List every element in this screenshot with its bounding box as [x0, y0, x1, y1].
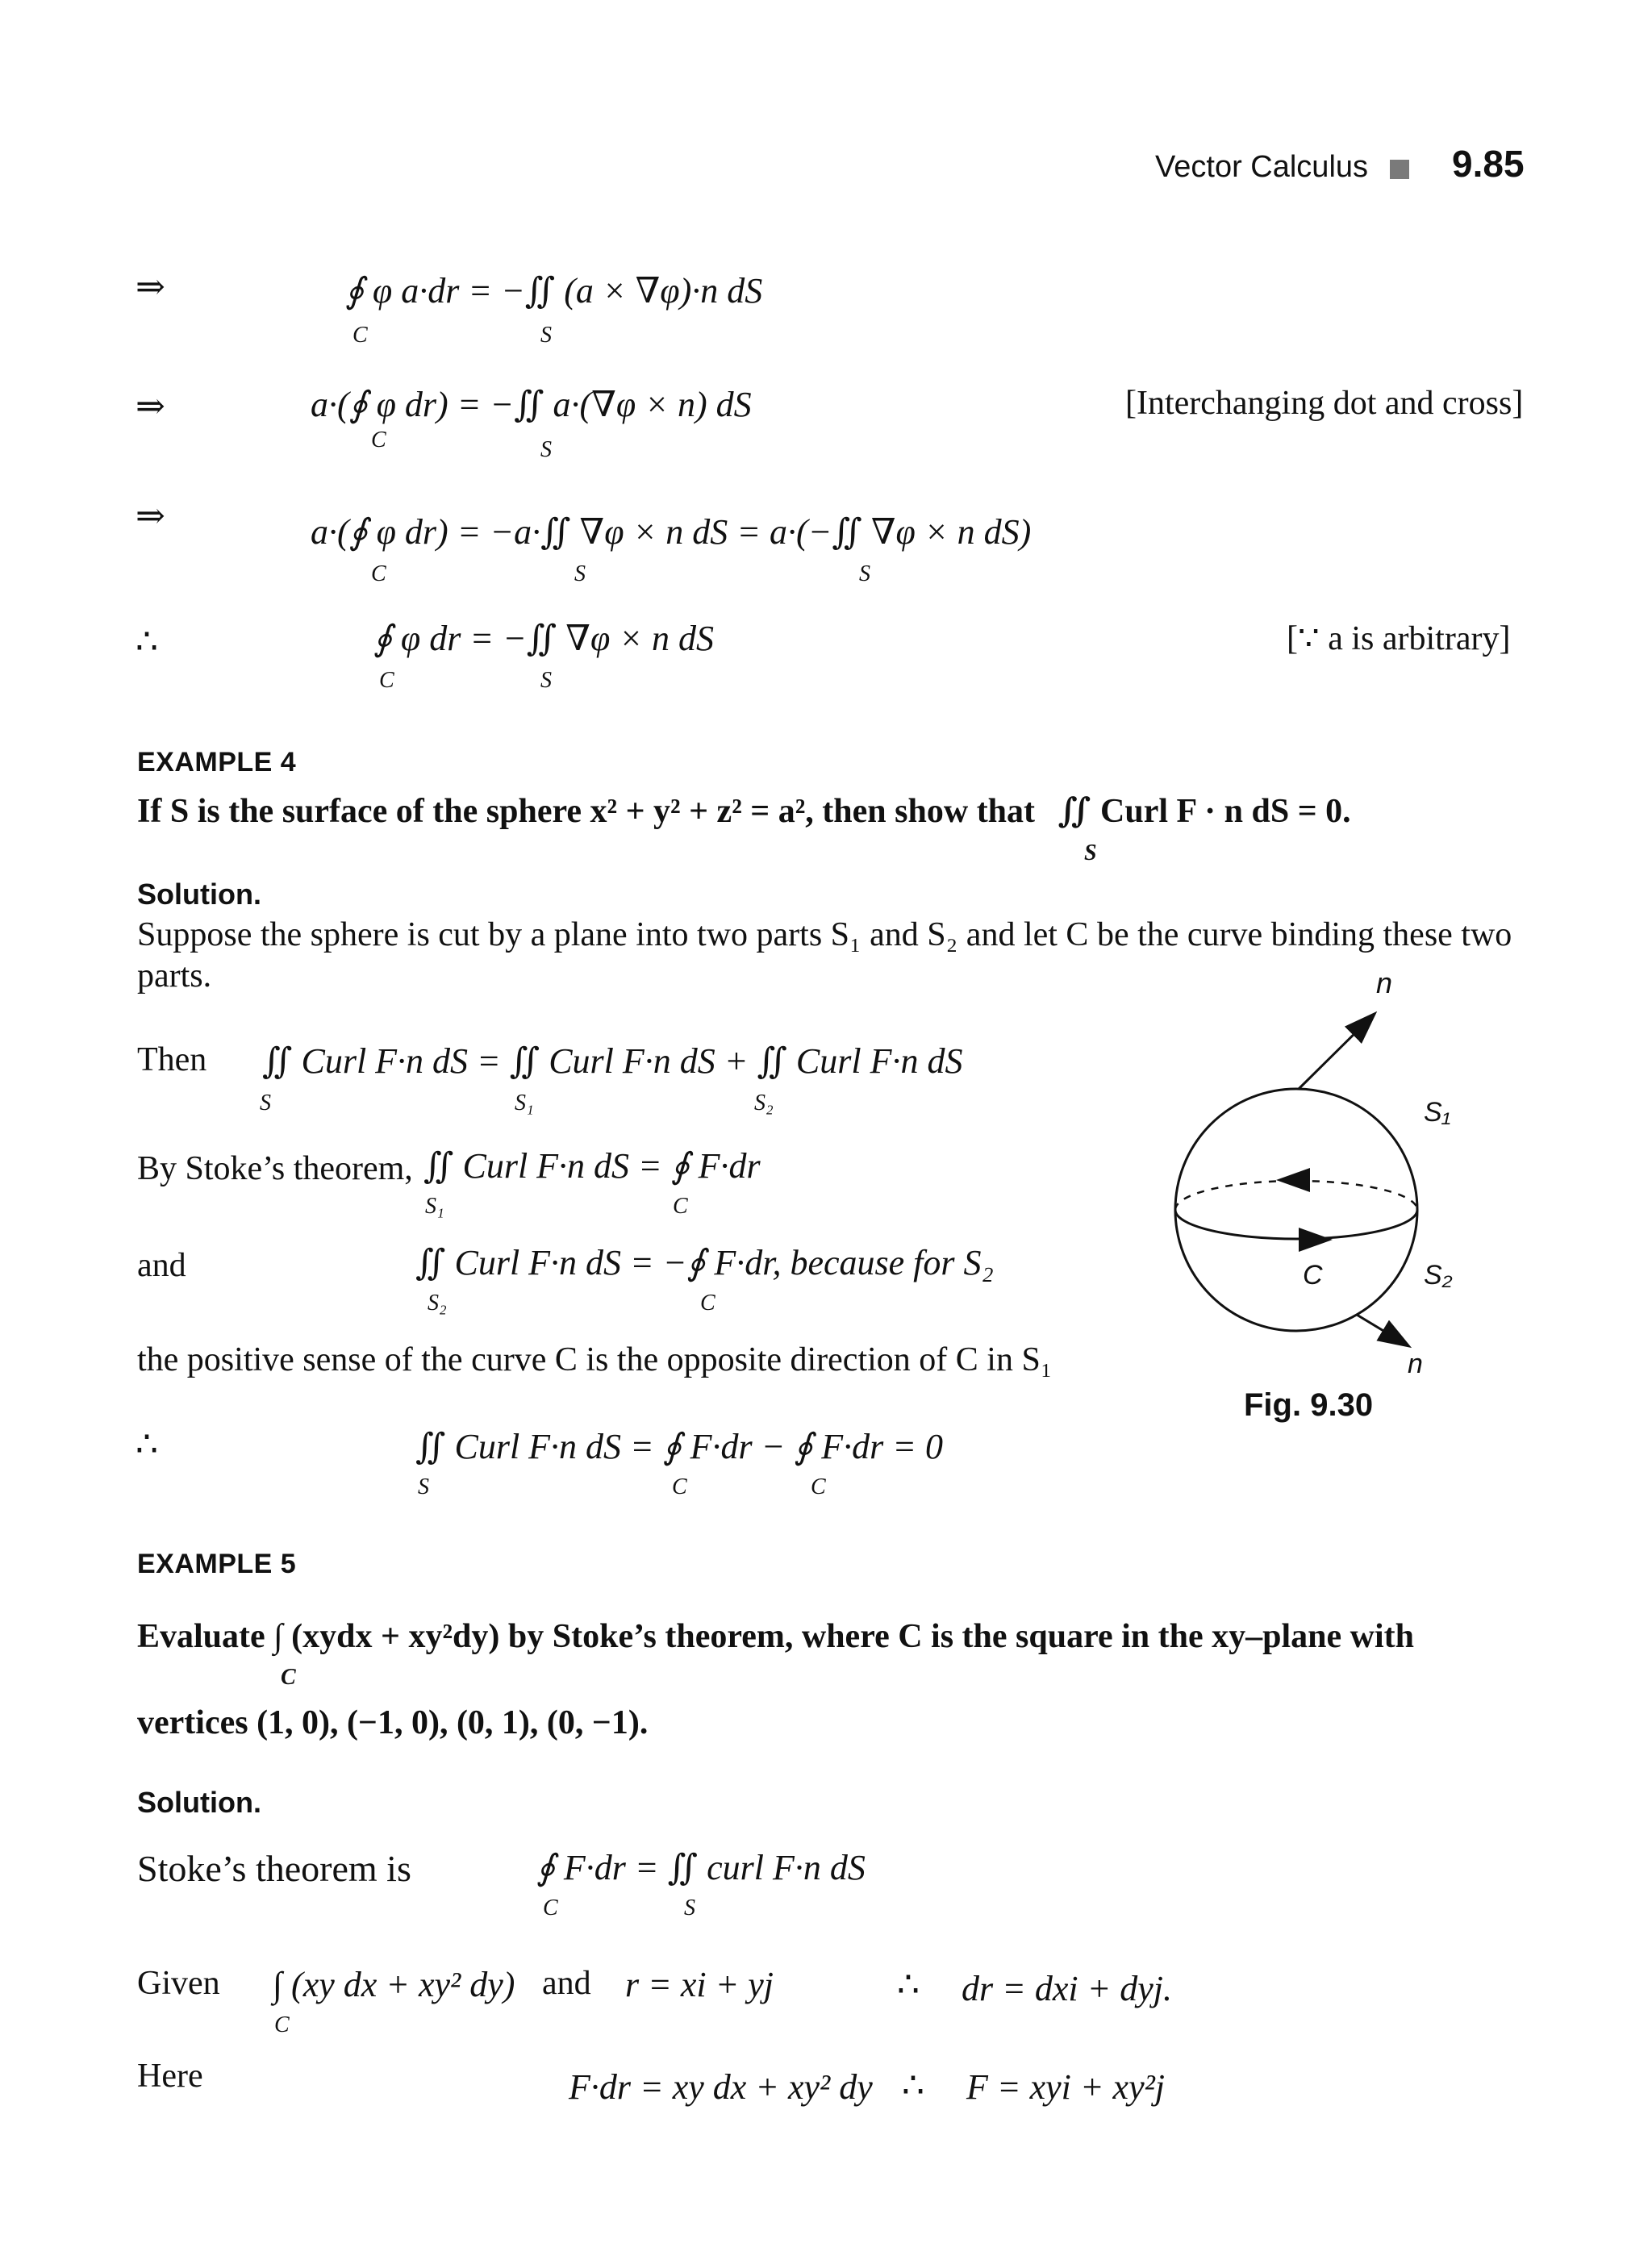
- equation-line-2: [311, 384, 752, 425]
- then-label: Then: [137, 1041, 207, 1078]
- sub-s1: S₁: [425, 1194, 444, 1219]
- eq-rhs: = −∬ (a × ∇φ)·n dS: [468, 271, 763, 311]
- sub-c: C: [281, 1665, 296, 1690]
- stokes-equation: ∮ F·dr = ∬ curl F·n dS: [536, 1848, 866, 1887]
- equation-line-1: [345, 270, 762, 311]
- paragraph-line: parts.: [137, 957, 212, 995]
- s1-label: S₁: [1424, 1097, 1451, 1128]
- f-vector-equation: F = xyi + xy²j: [966, 2067, 1166, 2107]
- sub-c: C: [371, 561, 386, 586]
- n-label-top: n: [1376, 966, 1393, 999]
- solution-heading: Solution.: [137, 1786, 261, 1819]
- normal-arrow-bottom: [1357, 1315, 1408, 1345]
- statement-integral: ∬ Curl F · n dS = 0.: [1058, 793, 1351, 830]
- sub-c: C: [379, 668, 394, 693]
- sphere-outline: [1175, 1089, 1417, 1331]
- n-label-bottom: n: [1408, 1349, 1423, 1379]
- example-statement: [137, 790, 1351, 831]
- figure-9-30: [1145, 968, 1500, 1444]
- arbitrary-note: [∵ a is arbitrary]: [1287, 620, 1511, 657]
- and-equation: ∬ Curl F·n dS = −∮ F·dr, because for S₂: [415, 1243, 994, 1282]
- therefore-symbol: ∴: [902, 2066, 924, 2105]
- dr-equation: dr = dxi + dyj.: [962, 1969, 1173, 2008]
- solution-heading: Solution.: [137, 878, 261, 911]
- sub-c: C: [673, 1194, 688, 1219]
- therefore-symbol: ∴: [136, 622, 158, 661]
- normal-arrow-top: [1299, 1015, 1374, 1089]
- sense-text: the positive sense of the curve C is the opposite direction of C in S₁: [137, 1341, 1053, 1378]
- sub-s: S: [418, 1474, 429, 1499]
- c-label: C: [1303, 1260, 1323, 1291]
- here-label: Here: [137, 2058, 203, 2095]
- sub-s: S: [684, 1895, 695, 1920]
- sub-c: C: [700, 1291, 715, 1316]
- implies-symbol: ⇒: [136, 386, 165, 426]
- then-equation: ∬ Curl F·n dS = ∬ Curl F·n dS + ∬ Curl F·n dS: [262, 1041, 963, 1081]
- header-square-icon: [1390, 160, 1409, 179]
- sub-s2: S₂: [754, 1090, 774, 1115]
- eq-lhs: ∮ φ a·dr: [345, 271, 460, 311]
- given-and: and: [542, 1965, 591, 2002]
- example-heading: EXAMPLE 4: [137, 747, 297, 778]
- eq-lhs: a·(∮ φ dr): [311, 512, 448, 552]
- sub-c: C: [811, 1474, 826, 1499]
- equation-line-4: [373, 618, 714, 659]
- paragraph-line: Suppose the sphere is cut by a plane into two parts S₁ and S₂ and let C be the curve binding these two: [137, 916, 1512, 953]
- sub-s: S: [540, 668, 552, 693]
- page-number: 9.85: [1452, 143, 1525, 185]
- therefore-symbol: ∴: [897, 1965, 920, 2004]
- given-equation: ∫ (xy dx + xy² dy): [273, 1965, 515, 2004]
- eq-lhs: ∮ φ dr: [373, 619, 461, 658]
- therefore-symbol: ∴: [136, 1424, 158, 1464]
- therefore-equation: ∬ Curl F·n dS = ∮ F·dr − ∮ F·dr = 0: [415, 1427, 943, 1466]
- eq-lhs: a·(∮ φ dr): [311, 385, 448, 424]
- stokes-label: Stoke’s theorem is: [137, 1848, 411, 1889]
- interchanging-note: [Interchanging dot and cross]: [1125, 385, 1524, 422]
- eq-rhs: = a·(−∬ ∇φ × n dS): [736, 512, 1032, 552]
- figure-caption: Fig. 9.30: [1244, 1387, 1374, 1423]
- position-vector: r = xi + yj: [625, 1965, 774, 2004]
- stokes-label: By Stoke’s theorem,: [137, 1150, 413, 1187]
- sub-c: C: [371, 427, 386, 452]
- sub-s: S: [859, 561, 870, 586]
- example-heading: EXAMPLE 5: [137, 1549, 297, 1579]
- eq-rhs: = −∬ a·(∇φ × n) dS: [457, 385, 752, 424]
- sub-s: S: [540, 323, 552, 348]
- implies-symbol: ⇒: [136, 267, 165, 306]
- sub-c: C: [353, 323, 368, 348]
- f-dot-dr-equation: F·dr = xy dx + xy² dy: [569, 2067, 873, 2107]
- eq-rhs: = −∬ ∇φ × n dS: [469, 619, 714, 658]
- given-label: Given: [137, 1965, 220, 2002]
- eq-mid: = −a·∬ ∇φ × n dS: [457, 512, 728, 552]
- equator-back: [1175, 1181, 1417, 1210]
- sub-s2: S₂: [428, 1291, 447, 1316]
- sub-c: C: [274, 2012, 290, 2037]
- sphere-diagram: [1145, 968, 1500, 1387]
- sub-s1: S₁: [515, 1090, 534, 1115]
- running-header-title: Vector Calculus: [1155, 150, 1369, 184]
- equator-front: [1175, 1210, 1417, 1239]
- and-label: and: [137, 1247, 186, 1284]
- stokes-equation: ∬ Curl F·n dS = ∮ F·dr: [423, 1146, 761, 1186]
- sub-c: C: [672, 1474, 687, 1499]
- equation-line-3: [311, 511, 1031, 553]
- sub-s: S: [260, 1090, 271, 1115]
- sub-s: S: [540, 437, 552, 462]
- implies-symbol: ⇒: [136, 496, 165, 536]
- example-statement: Evaluate ∫ (xydx + xy²dy) by Stoke’s theorem, where C is the square in the xy–plane with: [137, 1618, 1415, 1655]
- s2-label: S₂: [1424, 1260, 1453, 1291]
- sub-s: S: [574, 561, 586, 586]
- statement-text: If S is the surface of the sphere x² + y² + z² = a², then show that: [137, 793, 1036, 830]
- example-statement-cont: vertices (1, 0), (−1, 0), (0, 1), (0, −1).: [137, 1704, 649, 1741]
- sub-s: S: [1084, 840, 1097, 865]
- sub-c: C: [543, 1895, 558, 1920]
